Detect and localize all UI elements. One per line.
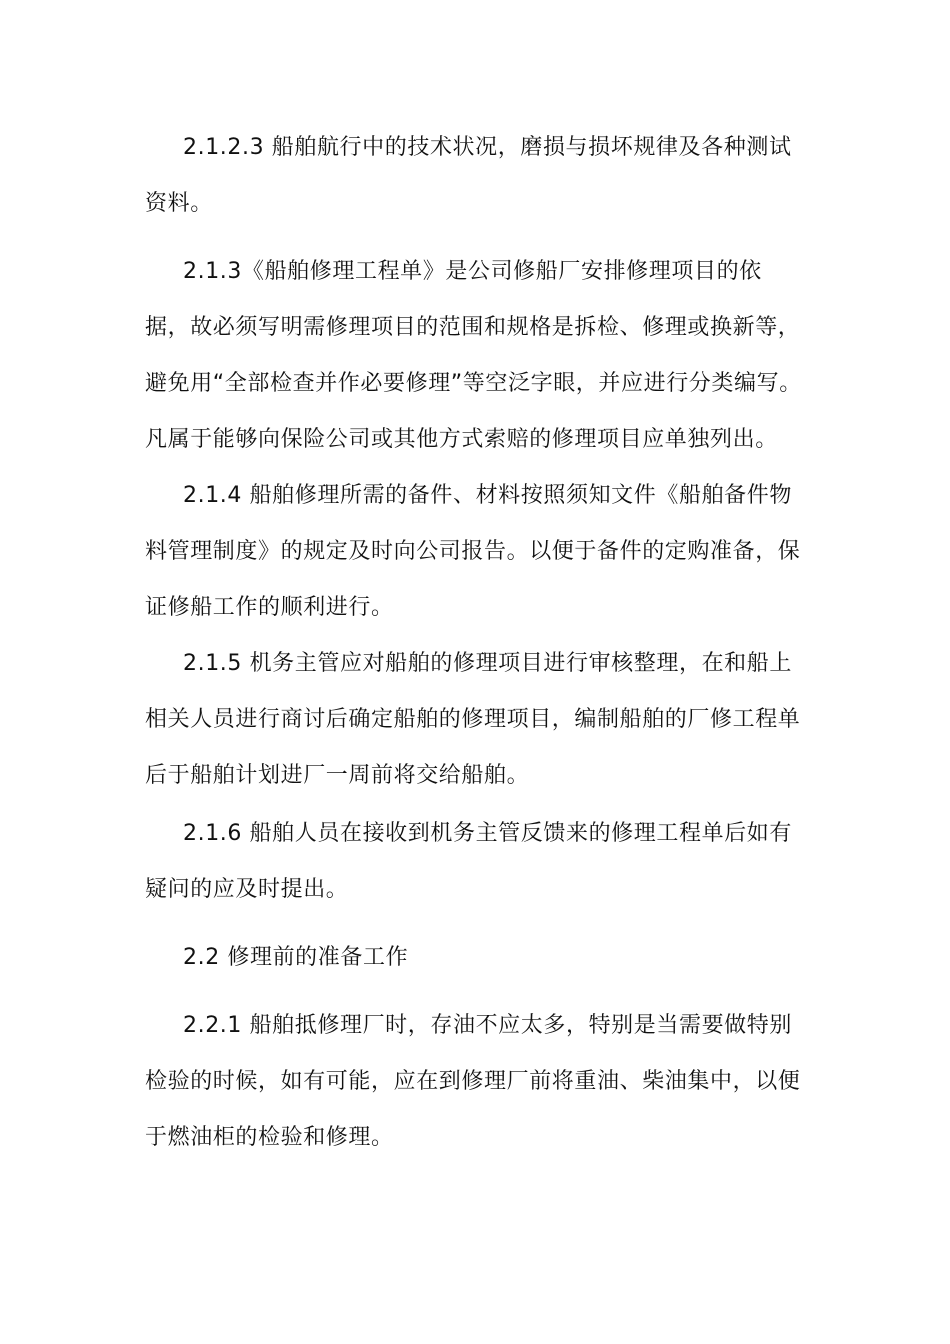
section-heading-2-2: 2.2 修理前的准备工作 bbox=[183, 945, 409, 970]
paragraph-2-1-6: 2.1.6 船舶人员在接收到机务主管反馈来的修理工程单后如有疑问的应及时提出。 bbox=[145, 821, 792, 902]
paragraph-2-1-2-3: 2.1.2.3 船舶航行中的技术状况，磨损与损坏规律及各种测试资料。 bbox=[145, 135, 792, 216]
paragraph-2-1-4: 2.1.4 船舶修理所需的备件、材料按照须知文件《船舶备件物料管理制度》的规定及时向公司报告。以便于备件的定购准备，保证修船工作的顺利进行。 bbox=[145, 483, 801, 620]
paragraph-2-1-3: 2.1.3《船舶修理工程单》是公司修船厂安排修理项目的依据，故必须写明需修理项目的范围和规格是拆检、修理或换新等，避免用“全部检查并作必要修理”等空泛字眼，并应进行分类编写。凡属于能够向保险公司或其他方式索赔的修理项目应单独列出。 bbox=[145, 259, 802, 452]
paragraph-2-2-1: 2.2.1 船舶抵修理厂时，存油不应太多，特别是当需要做特别检验的时候，如有可能，应在到修理厂前将重油、柴油集中，以便于燃油柜的检验和修理。 bbox=[145, 1013, 801, 1150]
paragraph-2-1-5: 2.1.5 机务主管应对船舶的修理项目进行审核整理，在和船上相关人员进行商讨后确定船舶的修理项目，编制船舶的厂修工程单后于船舶计划进厂一周前将交给船舶。 bbox=[145, 651, 801, 788]
